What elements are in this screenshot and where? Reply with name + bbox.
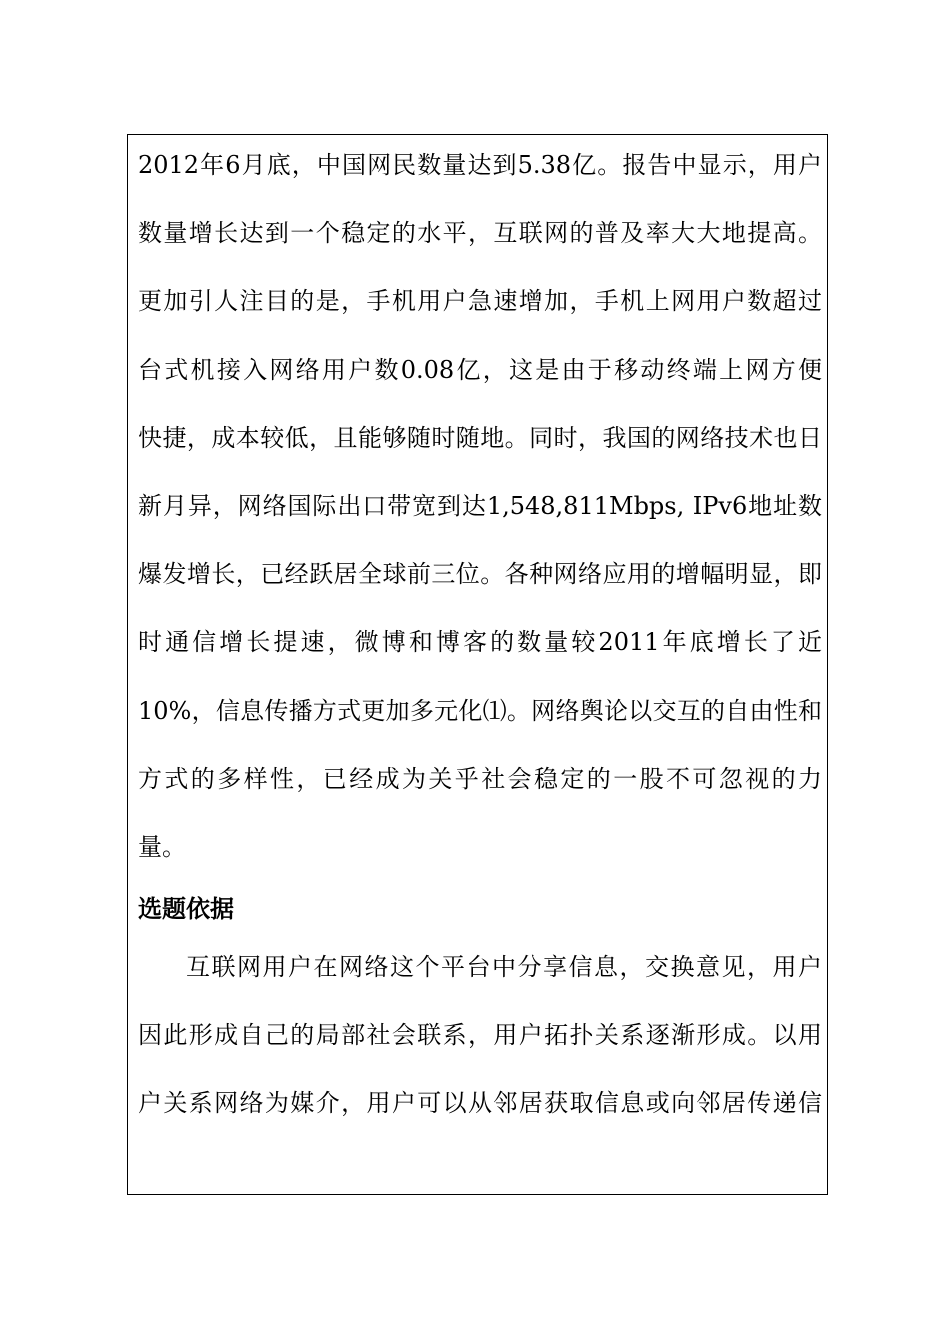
text-line: 更加引人注目的是，手机用户急速增加，手机上网用户数超过 [138, 287, 822, 316]
document-frame [127, 134, 828, 1195]
text-line: 户关系网络为媒介，用户可以从邻居获取信息或向邻居传递信 [138, 1089, 822, 1118]
text-line: 数量增长达到一个稳定的水平，互联网的普及率大大地提高。 [138, 219, 822, 248]
text-line: 新月异，网络国际出口带宽到达1,548,811Mbps, IPv6地址数 [138, 491, 822, 520]
document-body [138, 143, 822, 1150]
paragraph-topic-basis [138, 945, 822, 1150]
paragraph-internet-statistics [138, 143, 822, 893]
text-line: 10%，信息传播方式更加多元化⑴。网络舆论以交互的自由性和 [138, 696, 822, 725]
text-line: 因此形成自己的局部社会联系，用户拓扑关系逐渐形成。以用 [138, 1021, 822, 1050]
text-line: 时通信增长提速，微博和博客的数量较2011年底增长了近 [138, 628, 822, 657]
text-line: 方式的多样性，已经成为关乎社会稳定的一股不可忽视的力 [138, 764, 822, 793]
text-line: 量。 [138, 832, 186, 861]
text-line: 2012年6月底，中国网民数量达到5.38亿。报告中显示，用户 [138, 151, 822, 179]
text-line: 互联网用户在网络这个平台中分享信息，交换意见，用户 [186, 953, 822, 982]
text-line: 台式机接入网络用户数0.08亿，这是由于移动终端上网方便 [138, 355, 822, 384]
text-line: 爆发增长，已经跃居全球前三位。各种网络应用的增幅明显，即 [138, 560, 822, 589]
text-line: 快捷，成本较低，且能够随时随地。同时，我国的网络技术也日 [138, 423, 822, 452]
section-heading: 选题依据 [138, 895, 234, 924]
